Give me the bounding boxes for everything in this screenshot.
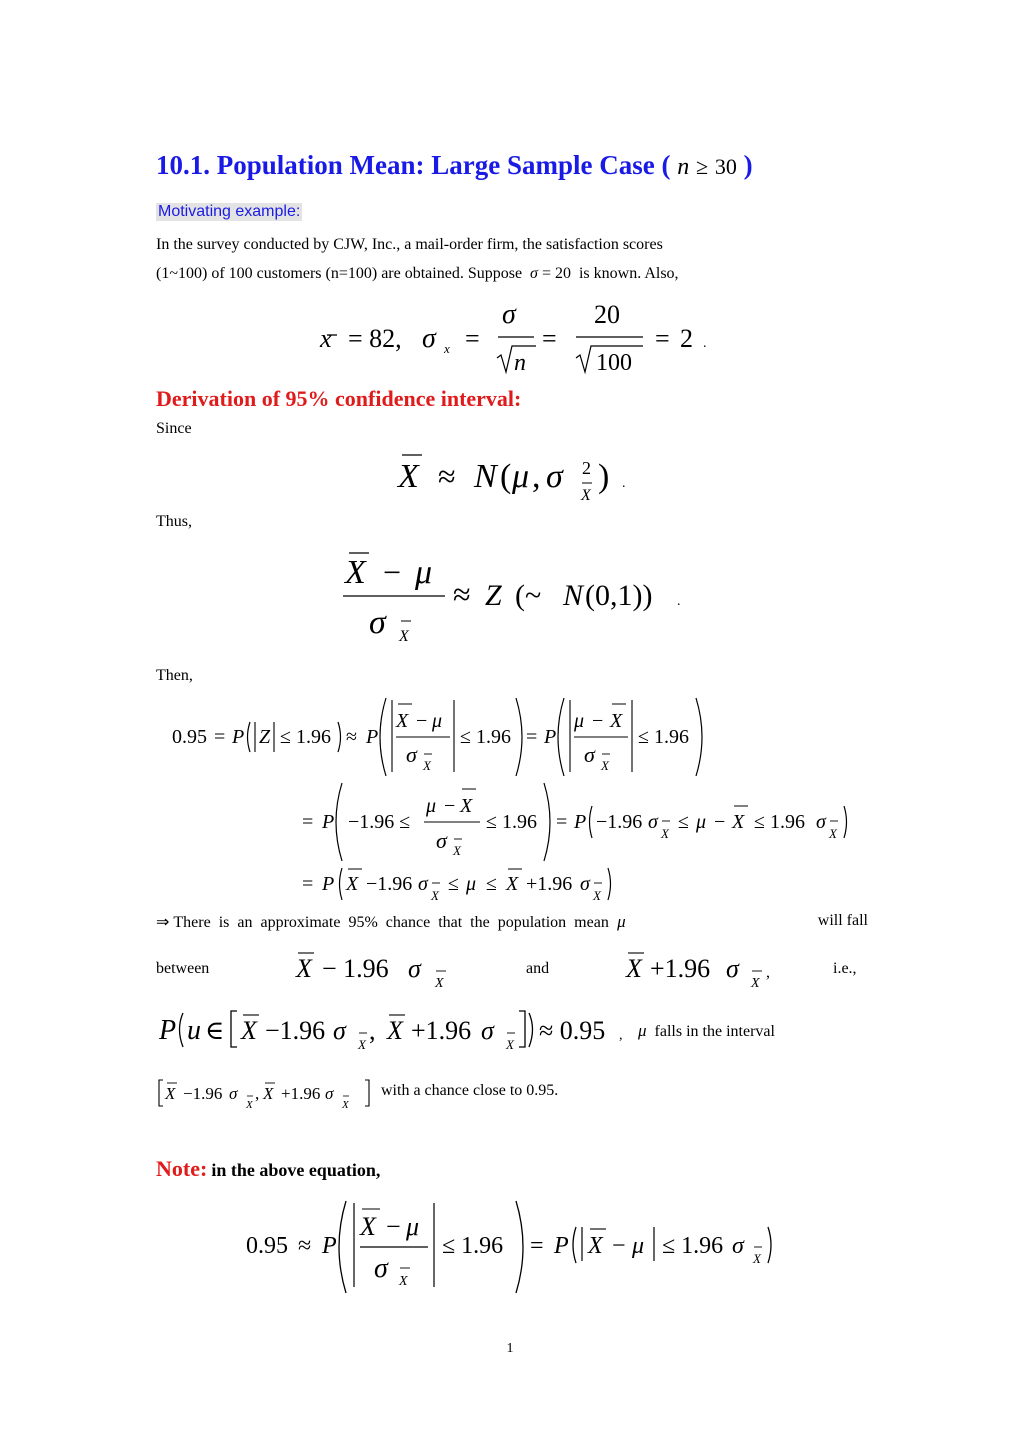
- since-label: Since: [156, 420, 192, 437]
- svg-text:): ): [598, 458, 610, 495]
- svg-text:X: X: [398, 458, 419, 495]
- svg-text:Z: Z: [485, 579, 502, 612]
- svg-text:=: =: [526, 726, 538, 748]
- svg-text:∈: ∈: [205, 1016, 225, 1045]
- svg-text:=: =: [556, 811, 568, 833]
- svg-text:X: X: [751, 976, 760, 990]
- svg-text:X: X: [626, 954, 642, 983]
- svg-text:X: X: [246, 1099, 253, 1111]
- svg-text:σ: σ: [418, 873, 428, 895]
- title-30: 30: [714, 154, 737, 179]
- svg-text:X: X: [661, 826, 669, 841]
- conclusion-text1: There is an approximate 95% chance that the population mean: [173, 914, 609, 931]
- and-label: and: [526, 960, 550, 977]
- title-ge: ≥: [695, 154, 709, 179]
- svg-text:P: P: [232, 726, 245, 748]
- svg-text:X: X: [345, 554, 366, 591]
- motivating-line2-b: is known. Also,: [578, 265, 679, 282]
- note-line: [156, 1156, 380, 1182]
- equation-standardize: [335, 545, 705, 650]
- motivating-label: Motivating example:: [158, 203, 301, 220]
- note-text: in the above equation,: [211, 1160, 381, 1180]
- svg-text:X: X: [593, 888, 601, 903]
- svg-text:≤ 1.96: ≤ 1.96: [442, 1233, 504, 1259]
- svg-text:−: −: [714, 811, 726, 833]
- svg-text:=: =: [542, 324, 557, 353]
- svg-text:X: X: [263, 1084, 274, 1103]
- svg-text:+1.96: +1.96: [526, 873, 573, 895]
- motivating-line2: (1~100) of 100 customers (n=100) are obtained. Suppose σ = 20 is known. Also,: [156, 265, 679, 282]
- svg-text:−: −: [592, 710, 604, 732]
- svg-text:(~: (~: [515, 579, 542, 612]
- svg-text:X: X: [296, 954, 312, 983]
- chance-text: with a chance close to 0.95.: [381, 1082, 559, 1099]
- svg-text:−1.96: −1.96: [366, 873, 413, 895]
- interval-probability-expr: [155, 1005, 625, 1055]
- motivating-line1: In the survey conducted by CJW, Inc., a mail-order firm, the satisfaction scores: [156, 236, 663, 253]
- svg-text:μ: μ: [466, 873, 477, 895]
- svg-text:−1.96: −1.96: [265, 1016, 326, 1045]
- svg-text:σ: σ: [408, 954, 421, 983]
- svg-text:μ: μ: [696, 811, 707, 833]
- svg-text:,: ,: [255, 1084, 260, 1103]
- svg-text:μ: μ: [426, 795, 437, 817]
- svg-text:σ: σ: [333, 1016, 346, 1045]
- svg-text:−: −: [383, 554, 402, 590]
- svg-text:μ: μ: [406, 1212, 420, 1241]
- svg-text:N: N: [563, 579, 584, 612]
- svg-text:X: X: [423, 758, 431, 773]
- svg-text:σ: σ: [502, 299, 516, 330]
- svg-text:P: P: [322, 811, 335, 833]
- svg-text:=: =: [214, 726, 226, 748]
- svg-text:σ: σ: [369, 604, 386, 641]
- svg-text:σ: σ: [436, 828, 447, 853]
- svg-text:= 82,: = 82,: [348, 324, 402, 353]
- svg-text:−: −: [612, 1233, 626, 1259]
- svg-text:x: x: [320, 324, 332, 353]
- svg-text:≤ 1.96: ≤ 1.96: [460, 726, 511, 748]
- svg-text:−: −: [444, 795, 456, 817]
- svg-text:X: X: [358, 1037, 366, 1052]
- title-close: ): [743, 150, 753, 180]
- interval-expr: [155, 1076, 385, 1112]
- svg-text:−: −: [386, 1212, 401, 1241]
- svg-text:σ: σ: [580, 873, 590, 895]
- svg-text:μ: μ: [415, 554, 433, 591]
- svg-text:X: X: [610, 710, 623, 732]
- svg-text:X: X: [453, 843, 461, 858]
- svg-text:X: X: [399, 628, 409, 645]
- conclusion-text1-end: will fall: [817, 912, 868, 929]
- equation-sample-values: [300, 295, 720, 380]
- svg-text:σ: σ: [229, 1084, 238, 1103]
- svg-text:≤ 1.96: ≤ 1.96: [638, 726, 689, 748]
- svg-text:0.95: 0.95: [246, 1233, 288, 1259]
- svg-text:+1.96: +1.96: [281, 1084, 321, 1103]
- svg-text:X: X: [342, 1099, 349, 1111]
- svg-text:σ: σ: [648, 811, 658, 833]
- svg-text:X: X: [506, 1037, 514, 1052]
- svg-text:=: =: [302, 873, 314, 895]
- svg-text:μ: μ: [632, 1233, 645, 1259]
- svg-text:P: P: [366, 726, 379, 748]
- svg-text:.: .: [703, 336, 707, 351]
- svg-text:=: =: [530, 1233, 544, 1259]
- svg-text:X: X: [241, 1016, 257, 1045]
- svg-text:x: x: [444, 341, 450, 356]
- section-title: [156, 150, 753, 181]
- svg-text:X: X: [753, 1251, 761, 1266]
- svg-text:X: X: [460, 795, 473, 817]
- svg-text:≈: ≈: [298, 1233, 312, 1259]
- svg-text:σ: σ: [816, 811, 826, 833]
- svg-text:−1.96: −1.96: [596, 811, 643, 833]
- conclusion-line1: ⇒ There is an approximate 95% chance that the population mean μ will fall: [156, 912, 868, 931]
- note-equation: [240, 1195, 800, 1300]
- svg-text:≤: ≤: [448, 873, 459, 895]
- svg-text:2: 2: [582, 458, 591, 478]
- svg-text:P: P: [574, 811, 587, 833]
- svg-text:(: (: [500, 458, 512, 495]
- svg-text:N: N: [474, 458, 497, 495]
- svg-text:X: X: [435, 976, 444, 990]
- svg-text:σ: σ: [726, 954, 739, 983]
- svg-text:=: =: [655, 324, 670, 353]
- equation-sampling-distribution: [390, 445, 650, 510]
- ie-label: i.e.,: [833, 960, 857, 977]
- svg-text:X: X: [506, 873, 519, 895]
- implies-arrow: ⇒: [156, 914, 170, 931]
- svg-text:P: P: [322, 1233, 337, 1259]
- svg-text:X: X: [588, 1233, 603, 1259]
- svg-text:+1.96: +1.96: [650, 954, 711, 983]
- svg-text:≤ 1.96: ≤ 1.96: [486, 811, 537, 833]
- svg-text:.: .: [622, 476, 626, 491]
- svg-text:≈: ≈: [438, 458, 456, 494]
- svg-text:≤ 1.96: ≤ 1.96: [662, 1233, 724, 1259]
- svg-text:μ: μ: [432, 710, 443, 732]
- svg-text:≤ 1.96: ≤ 1.96: [754, 811, 805, 833]
- svg-text:u: u: [187, 1015, 201, 1046]
- derivation-heading: Derivation of 95% confidence interval:: [156, 386, 522, 411]
- svg-text:σ: σ: [481, 1016, 494, 1045]
- svg-text:≤ 1.96: ≤ 1.96: [280, 726, 331, 748]
- svg-text:≈ 0.95: ≈ 0.95: [539, 1016, 606, 1045]
- lower-bound-expr: [292, 945, 472, 990]
- svg-text:X: X: [387, 1016, 403, 1045]
- svg-text:σ: σ: [422, 323, 436, 354]
- svg-text:σ: σ: [406, 742, 417, 767]
- svg-text:μ: μ: [512, 458, 530, 495]
- then-label: Then,: [156, 667, 193, 684]
- equation-probability-derivation: [160, 692, 880, 907]
- svg-text:n: n: [514, 350, 526, 376]
- svg-text:2: 2: [680, 324, 693, 353]
- svg-text:X: X: [601, 758, 609, 773]
- svg-text:X: X: [732, 811, 745, 833]
- thus-label: Thus,: [156, 513, 192, 530]
- svg-text:20: 20: [594, 300, 620, 329]
- page-number: 1: [506, 1341, 514, 1356]
- svg-text:σ: σ: [374, 1253, 388, 1284]
- svg-text:σ: σ: [325, 1084, 334, 1103]
- upper-bound-expr: [622, 945, 792, 990]
- svg-text:σ: σ: [732, 1233, 744, 1259]
- svg-text:,: ,: [619, 1028, 623, 1043]
- svg-text:,: ,: [766, 964, 770, 981]
- svg-text:Z: Z: [259, 726, 271, 748]
- svg-text:−1.96 ≤: −1.96 ≤: [348, 811, 411, 833]
- svg-text:X: X: [431, 888, 439, 903]
- svg-text:−1.96: −1.96: [183, 1084, 223, 1103]
- motivating-line2-a: (1~100) of 100 customers (n=100) are obtained. Suppose: [156, 265, 523, 282]
- svg-text:≤: ≤: [678, 811, 689, 833]
- falls-text: μ falls in the interval: [638, 1021, 775, 1040]
- svg-text:0.95: 0.95: [172, 726, 207, 748]
- svg-text:−: −: [416, 710, 428, 732]
- svg-text:P: P: [554, 1233, 569, 1259]
- svg-text:X: X: [360, 1212, 376, 1241]
- svg-text:=: =: [302, 811, 314, 833]
- svg-text:+1.96: +1.96: [411, 1016, 472, 1045]
- svg-text:P: P: [322, 873, 335, 895]
- svg-text:P: P: [159, 1015, 177, 1046]
- falls-label: falls in the interval: [654, 1023, 775, 1040]
- svg-text:σ: σ: [584, 742, 595, 767]
- svg-text:≈: ≈: [346, 726, 357, 748]
- svg-text:(0,1)): (0,1)): [585, 579, 653, 612]
- svg-text:≈: ≈: [453, 576, 471, 612]
- svg-text:μ: μ: [574, 710, 585, 732]
- note-label: Note:: [156, 1156, 208, 1181]
- svg-text:=: =: [465, 324, 480, 353]
- svg-text:P: P: [544, 726, 557, 748]
- svg-text:,: ,: [532, 458, 541, 495]
- svg-text:σ: σ: [546, 458, 563, 495]
- svg-text:X: X: [399, 1274, 408, 1289]
- title-n: n: [677, 154, 690, 180]
- svg-text:,: ,: [369, 1016, 376, 1045]
- between-label: between: [156, 960, 210, 977]
- svg-text:X: X: [829, 826, 837, 841]
- svg-text:.: .: [677, 594, 681, 609]
- svg-text:X: X: [165, 1084, 176, 1103]
- svg-text:≤: ≤: [486, 873, 497, 895]
- title-text: 10.1. Population Mean: Large Sample Case (: [156, 150, 671, 180]
- svg-text:− 1.96: − 1.96: [322, 954, 389, 983]
- svg-text:100: 100: [596, 350, 632, 376]
- svg-text:X: X: [346, 873, 359, 895]
- svg-text:X: X: [581, 487, 591, 504]
- svg-text:X: X: [396, 710, 409, 732]
